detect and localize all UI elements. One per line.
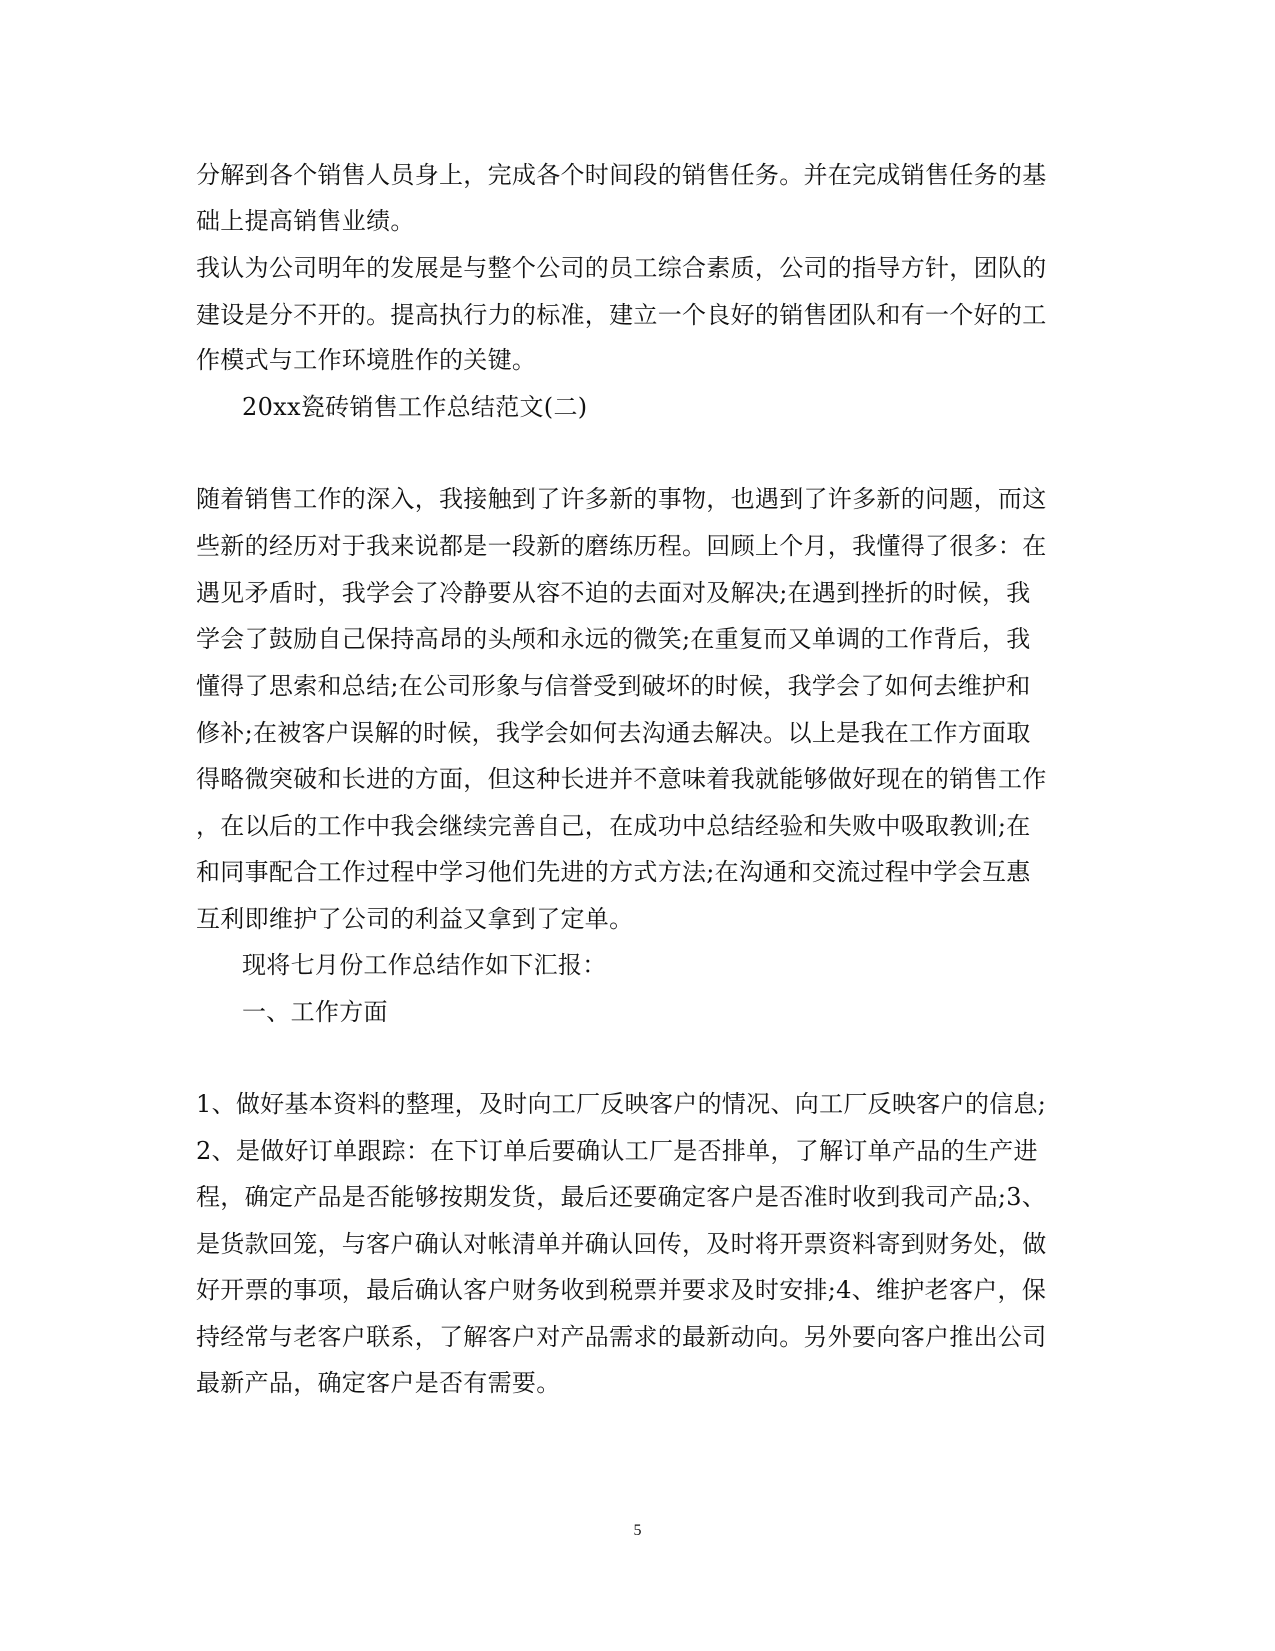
- text-line: 我认为公司明年的发展是与整个公司的员工综合素质，公司的指导方针，团队的: [196, 254, 1047, 282]
- text-line: 程，确定产品是否能够按期发货，最后还要确定客户是否准时收到我司产品;3、: [196, 1183, 1047, 1211]
- report-intro: 现将七月份工作总结作如下汇报：: [242, 951, 607, 979]
- text-line: 好开票的事项，最后确认客户财务收到税票并要求及时安排;4、维护老客户，保: [196, 1276, 1047, 1304]
- page-number: 5: [633, 1522, 642, 1539]
- text-line: 和同事配合工作过程中学习他们先进的方式方法;在沟通和交流过程中学会互惠: [196, 858, 1031, 886]
- text-line: 建设是分不开的。提高执行力的标准，建立一个良好的销售团队和有一个好的工: [196, 301, 1047, 329]
- text-line: 遇见矛盾时，我学会了冷静要从容不迫的去面对及解决;在遇到挫折的时候，我: [196, 579, 1031, 607]
- text-line: 最新产品，确定客户是否有需要。: [196, 1369, 561, 1397]
- text-line: 2、是做好订单跟踪：在下订单后要确认工厂是否排单，了解订单产品的生产进: [196, 1137, 1038, 1165]
- text-line: 学会了鼓励自己保持高昂的头颅和永远的微笑;在重复而又单调的工作背后，我: [196, 625, 1031, 653]
- text-line: 互利即维护了公司的利益又拿到了定单。: [196, 905, 634, 933]
- section-title: 20xx瓷砖销售工作总结范文(二): [242, 393, 588, 421]
- text-line: 随着销售工作的深入，我接触到了许多新的事物，也遇到了许多新的问题，而这: [196, 485, 1047, 513]
- text-line: 作模式与工作环境胜作的关键。: [196, 346, 537, 374]
- text-line: 些新的经历对于我来说都是一段新的磨练历程。回顾上个月，我懂得了很多：在: [196, 532, 1047, 560]
- text-line: 是货款回笼，与客户确认对帐清单并确认回传，及时将开票资料寄到财务处，做: [196, 1230, 1047, 1258]
- text-line: 持经常与老客户联系，了解客户对产品需求的最新动向。另外要向客户推出公司: [196, 1323, 1047, 1351]
- text-line: ，在以后的工作中我会继续完善自己，在成功中总结经验和失败中吸取教训;在: [196, 812, 1031, 840]
- text-line: 分解到各个销售人员身上，完成各个时间段的销售任务。并在完成销售任务的基: [196, 161, 1047, 189]
- text-line: 得略微突破和长进的方面，但这种长进并不意味着我就能够做好现在的销售工作: [196, 765, 1047, 793]
- text-line: 础上提高销售业绩。: [196, 207, 415, 235]
- text-line: 1、做好基本资料的整理，及时向工厂反映客户的情况、向工厂反映客户的信息;: [196, 1090, 1047, 1118]
- text-line: 懂得了思索和总结;在公司形象与信誉受到破坏的时候，我学会了如何去维护和: [196, 672, 1031, 700]
- text-line: 修补;在被客户误解的时候，我学会如何去沟通去解决。以上是我在工作方面取: [196, 719, 1031, 747]
- subheading: 一、工作方面: [242, 998, 388, 1026]
